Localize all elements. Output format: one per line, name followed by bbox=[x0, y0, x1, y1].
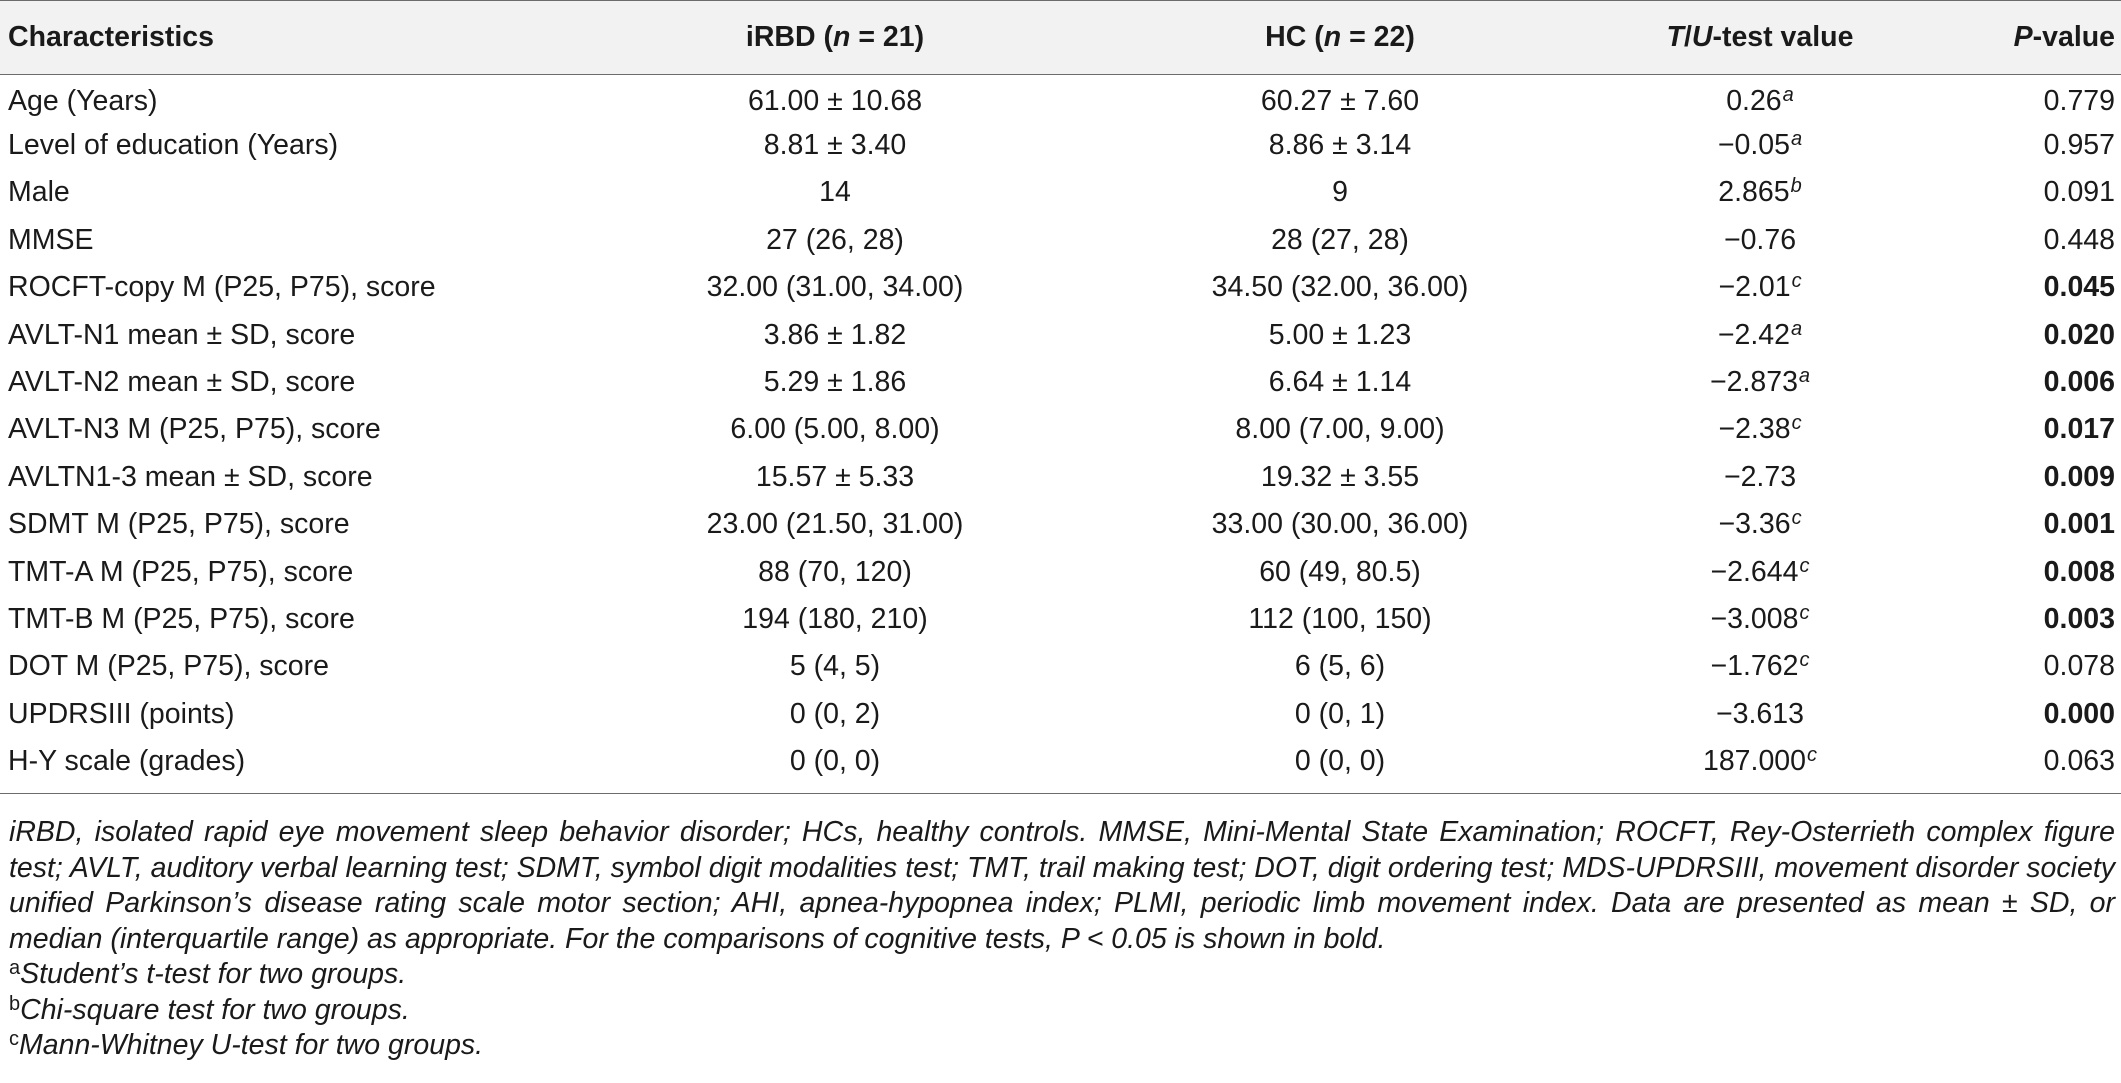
footnote-text: Student’s t-test for two groups. bbox=[20, 958, 407, 990]
header-p-suffix: -value bbox=[2032, 21, 2115, 53]
cell-test-value bbox=[1600, 311, 1920, 358]
cell-characteristic: SDMT M (P25, P75), score bbox=[8, 508, 350, 541]
table-footnotes bbox=[9, 815, 2115, 1064]
cell-test-value bbox=[1600, 596, 1920, 643]
footnote-line bbox=[9, 993, 2115, 1029]
cell-irbd: 14 bbox=[819, 176, 851, 209]
test-footnote-mark: a bbox=[1798, 365, 1811, 388]
cell-p-value: 0.091 bbox=[2043, 176, 2115, 209]
cell-irbd: 0 (0, 2) bbox=[789, 697, 881, 730]
cell-p-value: 0.001 bbox=[2043, 508, 2115, 541]
cell-p-value: 0.017 bbox=[2043, 413, 2115, 446]
header-test-slash: / bbox=[1683, 21, 1692, 53]
cell-irbd: 61.00 ± 10.68 bbox=[747, 84, 923, 117]
cell-irbd: 27 (26, 28) bbox=[766, 223, 904, 256]
test-value-number: −3.613 bbox=[1716, 697, 1804, 730]
cell-p-value: 0.063 bbox=[2043, 745, 2115, 778]
header-irbd bbox=[590, 1, 1080, 75]
header-characteristics: Characteristics bbox=[8, 21, 214, 53]
cell-test-value bbox=[1600, 359, 1920, 406]
cell-test-value bbox=[1600, 122, 1920, 169]
cell-irbd: 3.86 ± 1.82 bbox=[763, 318, 907, 351]
cell-test-value bbox=[1600, 548, 1920, 595]
header-row bbox=[0, 1, 2121, 75]
table-row bbox=[0, 217, 2121, 264]
footnote-letter: a bbox=[9, 957, 21, 979]
cell-p-value: 0.003 bbox=[2043, 602, 2115, 635]
test-footnote-mark: a bbox=[1791, 128, 1803, 151]
table-row bbox=[0, 501, 2121, 548]
cell-characteristic: ROCFT-copy M (P25, P75), score bbox=[8, 271, 436, 304]
cell-p-value: 0.448 bbox=[2043, 223, 2115, 256]
footnote-letter: b bbox=[9, 992, 21, 1015]
cell-p-value: 0.000 bbox=[2043, 697, 2115, 730]
table-row bbox=[0, 454, 2121, 501]
cell-characteristic: Age (Years) bbox=[8, 84, 158, 117]
cell-hc: 28 (27, 28) bbox=[1271, 223, 1409, 256]
test-value-number: 0.26 bbox=[1726, 84, 1782, 117]
cell-hc: 112 (100, 150) bbox=[1248, 602, 1432, 635]
table-row bbox=[0, 406, 2121, 453]
cell-irbd: 15.57 ± 5.33 bbox=[755, 460, 915, 493]
header-hc-suffix: = 22) bbox=[1341, 21, 1415, 53]
table-row bbox=[0, 264, 2121, 311]
test-value-number: −1.762 bbox=[1710, 650, 1799, 683]
test-footnote-mark: c bbox=[1799, 601, 1810, 624]
cell-characteristic: TMT-B M (P25, P75), score bbox=[8, 602, 355, 635]
cell-hc: 60 (49, 80.5) bbox=[1259, 555, 1421, 588]
cell-irbd: 5.29 ± 1.86 bbox=[763, 366, 907, 399]
test-footnote-mark: a bbox=[1791, 317, 1803, 340]
cell-irbd: 6.00 (5.00, 8.00) bbox=[730, 413, 940, 446]
table-row bbox=[0, 548, 2121, 595]
cell-test-value bbox=[1600, 75, 1920, 122]
table-row bbox=[0, 75, 2121, 122]
cell-characteristic: Male bbox=[8, 176, 70, 209]
table-row bbox=[0, 738, 2121, 794]
test-footnote-mark: c bbox=[1791, 270, 1802, 293]
test-value-number: −2.644 bbox=[1710, 555, 1799, 588]
header-test-suffix: -test value bbox=[1712, 21, 1854, 53]
cell-characteristic: MMSE bbox=[8, 223, 94, 256]
test-footnote-mark: c bbox=[1791, 507, 1802, 530]
cell-irbd: 5 (4, 5) bbox=[789, 650, 881, 683]
cell-characteristic: AVLT-N2 mean ± SD, score bbox=[8, 366, 356, 399]
cell-hc: 5.00 ± 1.23 bbox=[1268, 318, 1412, 351]
table-row bbox=[0, 596, 2121, 643]
cell-characteristic: H-Y scale (grades) bbox=[8, 745, 246, 778]
footnote-line bbox=[9, 1028, 2115, 1064]
cell-characteristic: DOT M (P25, P75), score bbox=[8, 650, 329, 683]
header-irbd-suffix: = 21) bbox=[850, 21, 925, 53]
header-test-T: T bbox=[1666, 21, 1684, 53]
cell-test-value bbox=[1600, 169, 1920, 216]
test-footnote-mark: b bbox=[1790, 175, 1802, 198]
test-value-number: −3.36 bbox=[1718, 508, 1791, 541]
header-hc bbox=[1080, 1, 1600, 75]
cell-characteristic: TMT-A M (P25, P75), score bbox=[8, 555, 354, 588]
footnote-line bbox=[9, 957, 2115, 993]
test-value-number: −2.73 bbox=[1723, 460, 1797, 493]
table-body bbox=[0, 75, 2121, 794]
cell-hc: 60.27 ± 7.60 bbox=[1260, 84, 1420, 117]
cell-irbd: 8.81 ± 3.40 bbox=[763, 129, 907, 162]
cell-irbd: 32.00 (31.00, 34.00) bbox=[706, 271, 964, 304]
test-value-number: −3.008 bbox=[1710, 602, 1799, 635]
cell-test-value bbox=[1600, 406, 1920, 453]
test-value-number: −2.01 bbox=[1718, 271, 1791, 304]
cell-p-value: 0.006 bbox=[2043, 366, 2115, 399]
cell-p-value: 0.020 bbox=[2043, 318, 2115, 351]
test-footnote-mark: c bbox=[1791, 412, 1802, 435]
test-value-number: −2.42 bbox=[1717, 318, 1790, 351]
cell-hc: 6.64 ± 1.14 bbox=[1268, 366, 1412, 399]
header-hc-n: n bbox=[1323, 21, 1342, 53]
cell-characteristic: AVLT-N1 mean ± SD, score bbox=[8, 318, 356, 351]
table-row bbox=[0, 359, 2121, 406]
cell-irbd: 88 (70, 120) bbox=[758, 555, 912, 588]
cell-test-value bbox=[1600, 454, 1920, 501]
cell-characteristic: AVLT-N3 M (P25, P75), score bbox=[8, 413, 381, 446]
header-p-P: P bbox=[2013, 21, 2033, 53]
cell-characteristic: Level of education (Years) bbox=[8, 129, 339, 162]
header-hc-prefix: HC ( bbox=[1265, 21, 1324, 53]
table-row bbox=[0, 169, 2121, 216]
cell-p-value: 0.078 bbox=[2043, 650, 2115, 683]
cell-irbd: 194 (180, 210) bbox=[742, 602, 928, 635]
test-footnote-mark: c bbox=[1799, 554, 1810, 577]
cell-hc: 6 (5, 6) bbox=[1294, 650, 1386, 683]
cell-characteristic: UPDRSIII (points) bbox=[8, 697, 235, 730]
header-p-value bbox=[1920, 1, 2121, 75]
header-test-value bbox=[1600, 1, 1920, 75]
test-footnote-mark: a bbox=[1782, 83, 1794, 106]
cell-irbd: 0 (0, 0) bbox=[789, 745, 881, 778]
test-footnote-mark: c bbox=[1807, 744, 1818, 767]
cell-p-value: 0.779 bbox=[2043, 84, 2115, 117]
test-value-number: −0.76 bbox=[1723, 223, 1797, 256]
table-row bbox=[0, 122, 2121, 169]
test-value-number: −2.38 bbox=[1718, 413, 1791, 446]
cell-hc: 0 (0, 1) bbox=[1294, 697, 1386, 730]
cell-test-value bbox=[1600, 691, 1920, 738]
cell-hc: 0 (0, 0) bbox=[1294, 745, 1386, 778]
cell-hc: 8.00 (7.00, 9.00) bbox=[1235, 413, 1445, 446]
cell-test-value bbox=[1600, 501, 1920, 548]
cell-p-value: 0.009 bbox=[2043, 460, 2115, 493]
cell-characteristic: AVLTN1-3 mean ± SD, score bbox=[8, 460, 373, 493]
table-row bbox=[0, 643, 2121, 690]
footnote-text: Mann-Whitney U-test for two groups. bbox=[19, 1029, 484, 1061]
test-value-number: −2.873 bbox=[1709, 366, 1798, 399]
header-irbd-prefix: iRBD ( bbox=[745, 21, 833, 53]
cell-test-value bbox=[1600, 738, 1920, 794]
cell-hc: 9 bbox=[1332, 176, 1348, 209]
cell-test-value bbox=[1600, 217, 1920, 264]
cell-hc: 33.00 (30.00, 36.00) bbox=[1211, 508, 1469, 541]
cell-hc: 8.86 ± 3.14 bbox=[1268, 129, 1412, 162]
footnote-abbreviations: iRBD, isolated rapid eye movement sleep behavior disorder; HCs, healthy controls. MMSE, Mini-Mental State Examination; ROCFT, Rey-Osterrieth complex figure test; AVLT, auditory verbal learning test; SDMT, symbol digit modalities test; TMT, trail making test; DOT, digit ordering test; MDS-UPDRSIII, movement disorder society unified Parkinson’s disease rating scale motor section; AHI, apnea-hypopnea index; PLMI, periodic limb movement index. Data are presented as mean ± SD, or median (interquartile range) as appropriate. For the comparisons of cognitive tests, P < 0.05 is shown in bold. bbox=[9, 816, 2115, 955]
table-row bbox=[0, 691, 2121, 738]
footnote-letter: c bbox=[9, 1028, 19, 1050]
cell-hc: 34.50 (32.00, 36.00) bbox=[1211, 271, 1469, 304]
footnote-text: Chi-square test for two groups. bbox=[20, 993, 410, 1026]
cell-hc: 19.32 ± 3.55 bbox=[1260, 460, 1420, 493]
test-footnote-mark: c bbox=[1799, 649, 1810, 672]
cell-test-value bbox=[1600, 264, 1920, 311]
header-irbd-n: n bbox=[832, 21, 851, 53]
footnote-test-notes bbox=[9, 957, 2115, 1064]
test-value-number: 187.000 bbox=[1702, 745, 1807, 778]
cell-p-value: 0.008 bbox=[2043, 555, 2115, 588]
test-value-number: −0.05 bbox=[1717, 129, 1790, 162]
cell-test-value bbox=[1600, 643, 1920, 690]
test-value-number: 2.865 bbox=[1718, 176, 1790, 209]
table-header bbox=[0, 1, 2121, 75]
header-test-U: U bbox=[1691, 21, 1713, 53]
cell-p-value: 0.045 bbox=[2043, 271, 2115, 304]
table-row bbox=[0, 311, 2121, 358]
cell-irbd: 23.00 (21.50, 31.00) bbox=[706, 508, 964, 541]
cell-p-value: 0.957 bbox=[2043, 129, 2115, 162]
